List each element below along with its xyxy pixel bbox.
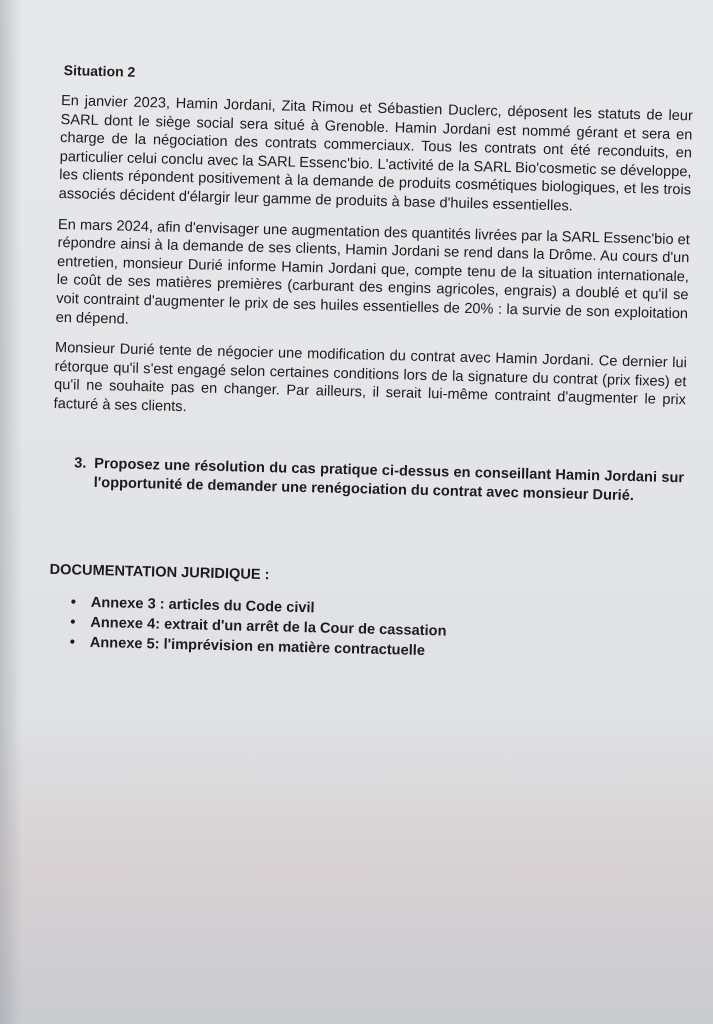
documentation-heading: DOCUMENTATION JURIDIQUE :: [49, 561, 270, 583]
bullet-icon: •: [70, 613, 76, 630]
paragraph-1: En janvier 2023, Hamin Jordani, Zita Rimou et Sébastien Duclerc, déposent les statuts de leur SARL dont le siège social sera situé à Grenoble. Hamin Jordani est nommé gérant et sera en charge de la négociation des contrats commerciaux. Tous les contrats ont été reconduits, en particulier celui conclu avec la SARL Essenc'bio. L'activité de la SARL Bio'cosmetic se développe, les clients répondent positivement à la demande de produits cosmétiques biologiques, et les trois associés décident d'élargir leur gamme de produits à base d'huiles essentielles.: [58, 92, 694, 215]
paragraph-2: En mars 2024, afin d'envisager une augmentation des quantités livrées par la SARL Essenc'bio et répondre ainsi à la demande de ses clients, Hamin Jordani se rend dans la Drôme. Au cours d'un entretien, monsieur Durié informe Hamin Jordani que, compte tenu de la situation internationale, le coût de ses matières premières (carburant des engins agricoles, engrais) a doublé et qu'il se voit contraint d'augmenter le prix de ses huiles essentielles de 20% : la survie de son exploitation en dépend.: [55, 216, 691, 328]
question-number: 3.: [74, 454, 87, 472]
annex-4-label: Annexe 4: extrait d'un arrêt de la Cour de cassation: [90, 614, 447, 640]
annex-list: [70, 592, 681, 667]
annex-5-label: Annexe 5: l'imprévision en matière contractuelle: [89, 634, 426, 659]
bullet-icon: •: [70, 593, 77, 610]
bullet-icon: •: [69, 633, 76, 650]
question-block: [52, 453, 685, 506]
question-text: Proposez une résolution du cas pratique ci-dessus en conseillant Hamin Jordani sur l'opportunité de demander une renégociation du contrat avec monsieur Durié.: [93, 455, 685, 504]
section-title: Situation 2: [63, 62, 136, 80]
paragraph-3: Monsieur Durié tente de négocier une modification du contrat avec Hamin Jordani. Ce dernier lui rétorque qu'il s'est engagé selon certaines conditions lors de la signature du contrat (prix fixes) et qu'il ne souhaite pas en changer. Par ailleurs, il serait lui-même contraint d'augmenter le prix facturé à ses clients.: [53, 340, 688, 416]
page-edge-shadow: [0, 0, 22, 1024]
page-bottom-tint: [0, 720, 713, 1024]
annex-3-label: Annexe 3 : articles du Code civil: [90, 594, 315, 616]
document-content: [48, 62, 694, 667]
